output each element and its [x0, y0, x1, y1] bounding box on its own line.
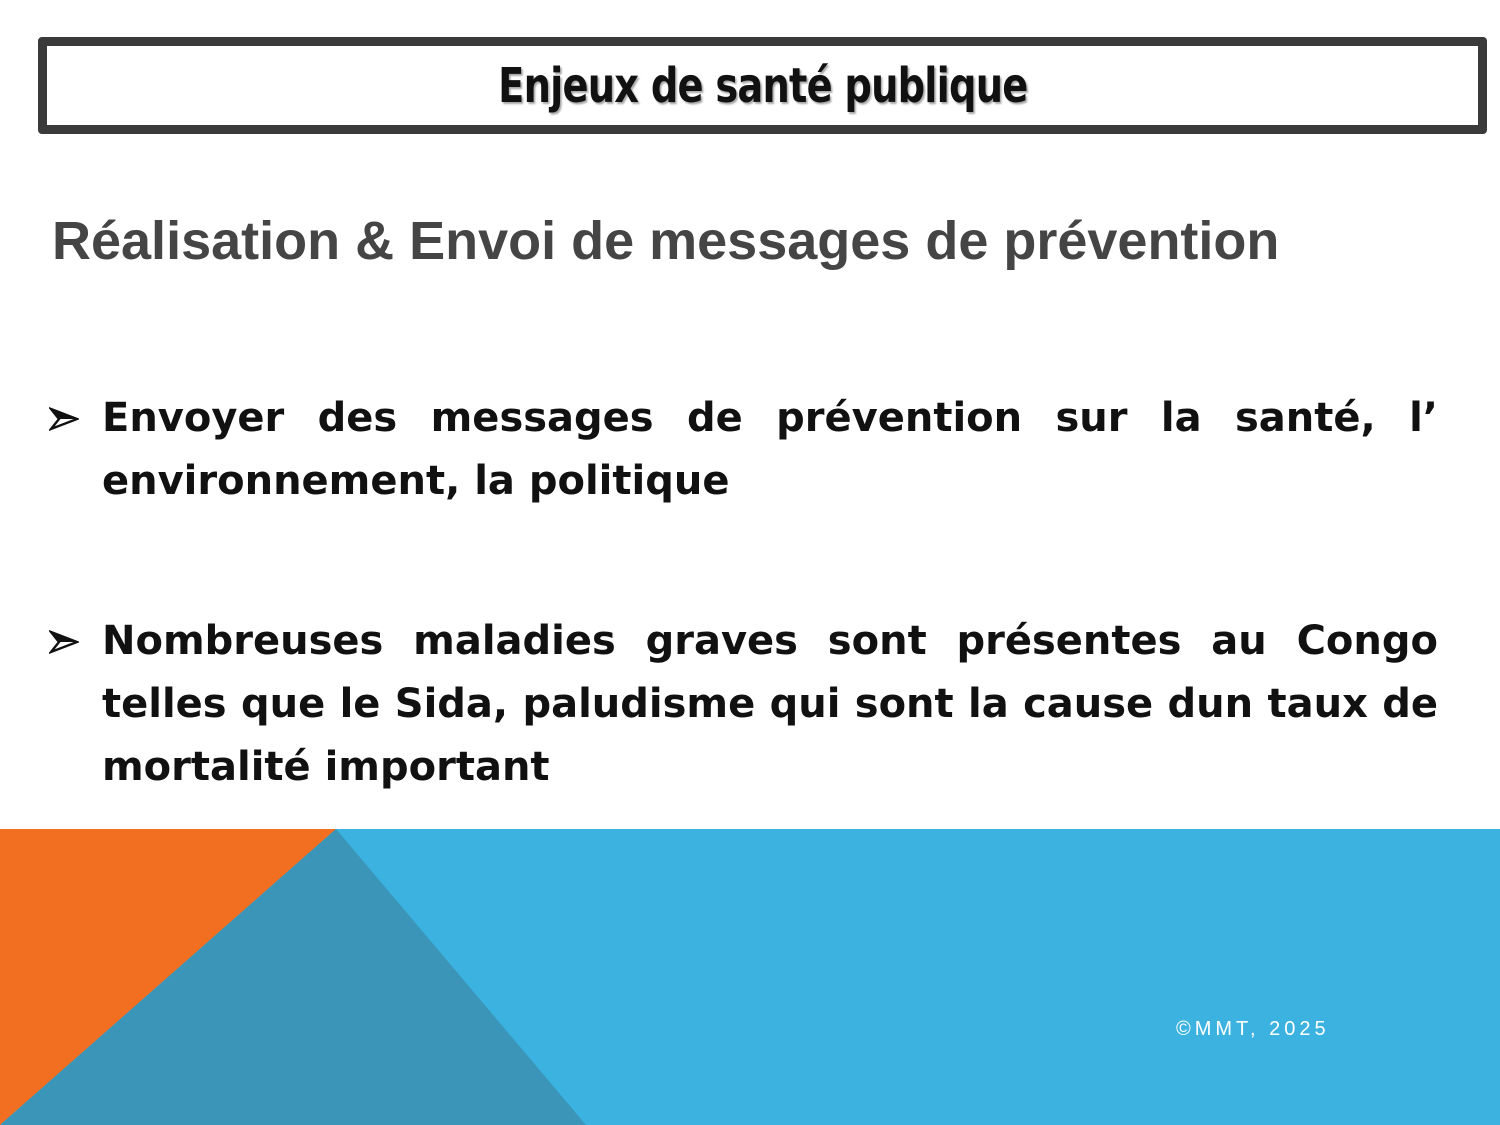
bullet-text: Nombreuses maladies graves sont présentes au Congo telles que le Sida, paludisme qui sont la cause dun taux de mortalité important	[102, 618, 1438, 790]
slide-title: Enjeux de santé publique	[497, 57, 1028, 114]
title-box	[38, 37, 1487, 134]
slide-subtitle: Réalisation & Envoi de messages de prévention	[52, 211, 1280, 271]
bullet-item	[44, 610, 1438, 799]
bullet-text: Envoyer des messages de prévention sur la santé, l’ environnement, la politique	[102, 395, 1438, 504]
footer-decoration	[0, 829, 1500, 1125]
bullet-list	[44, 387, 1438, 799]
bullet-item	[44, 387, 1438, 513]
arrow-bullet-icon	[44, 387, 84, 450]
footer-copyright: ©MMT, 2025	[1176, 1018, 1330, 1040]
arrow-bullet-icon	[44, 610, 84, 673]
